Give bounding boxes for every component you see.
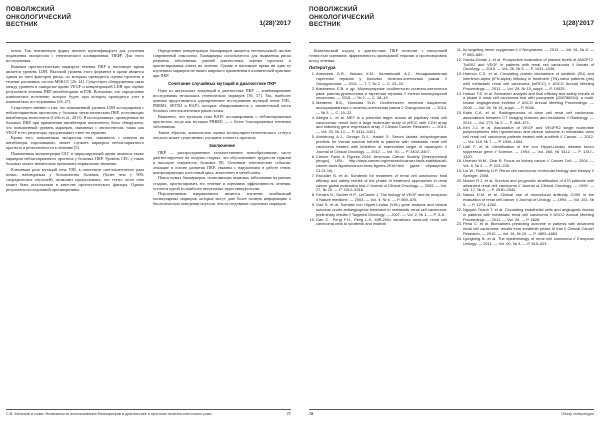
journal-title-line-2: ОНКОЛОГИЧЕСКИЙ: [309, 13, 375, 21]
reference-item: [456, 192, 594, 208]
reference-number: 5.: [311, 134, 315, 140]
journal-title-line-1: ПОВОЛЖСКИЙ: [6, 6, 55, 13]
text-column-left: [6, 48, 144, 410]
reference-text: by targeting heme oxygenase-1 // Neoplasma. — 2013. — Vol. 61, № 6. — P. 680–689.: [463, 48, 594, 57]
reference-number: 1.: [311, 71, 315, 77]
paragraph: почек. Так, неизменную форму антиген идентифицирует для усиления подавления экспрессии с генетического клонирования ТИФР. Для этого исследования.: [6, 48, 144, 64]
page-number: 78: [309, 412, 314, 416]
references-column-left: [309, 48, 447, 410]
journal-title-line-2: ОНКОЛОГИЧЕСКИЙ: [6, 13, 72, 21]
paragraph: Повышенная концентрация CEC в циркулирующей крови является также маркером неблагоприятного прогноза у больных ПКР. Уровень CEC у таких больных может значительно превышать нормальные значения.: [6, 150, 144, 167]
reference-text: Allegra L. et al. MET is a potential target across all papillary renal cell carcinomas: result from a large molecular study of pRCC with CGH array and matching gene expression array // Clinical Cancer Research. — 2014. — Vol. 20, № 13. — P. 3411–3421.: [316, 114, 447, 135]
reference-text: Ferrara N., Gerber H.P., LeCouter J. The biology of VEGF and its receptors // Nature medicine. — 2003. — Vol. 9, № 6. — P. 669–676.: [316, 192, 447, 203]
page-header: [309, 4, 594, 43]
reference-number: 15.: [456, 109, 462, 115]
reference-text: Motzer R.J. et al. Survival and prognostic stratification of 670 patients with advanced renal cell carcinoma // Journal of Clinical Oncology. — 1999. — Vol. 17, № 8. — P. 2530–2540.: [463, 177, 594, 193]
reference-item: [456, 124, 594, 145]
paragraph: ПКР — распространенное злокачественное новообразование, часто диагностируемое на поздних стадиях, что обусловливает трудности терапии и высокую смертность больных [8]. Основные генетические события, лежащие в основе развития ПКР, связаны с нарушением в работе генов, контролирующих клеточный цикл, ангиогенез и метаболизм.: [153, 149, 291, 175]
reference-number: 21.: [456, 192, 462, 198]
reference-item: [456, 221, 594, 237]
paragraph: Выявлено, что мутации гена BAP1 ассоциированы с неблагоприятным прогнозом, тогда как мутации PBRM1 — с более благоприятным течением заболевания.: [153, 114, 291, 130]
paragraph: Существует мнение о том, что повышенный уровень LDH ассоциирован с неблагоприятным прогнозом у больных метастатическим ПКР, получающих ингибиторы ангиогенеза (Cella et al., 2011). В исследованиях, проведенных на больных ПКР, при применении ингибиторов ангиогенеза, было обнаружено, что повышенный уровень маркеров, связанных с ангиогенезом, таких как VEGF и его рецепторы, предсказывает ответ на терапию.: [6, 104, 144, 135]
reference-item: [456, 143, 594, 160]
reference-text: Gad S. et al. Somatic von Hippel-Lindau (VHL) gene analysis and clinical outcome under antiangiogenic treatment in metastatic renal cell carcinoma: preliminary results // Targeted Oncology. — 2007. — Vol. 2, № 1. — P. 3–6.: [316, 201, 447, 217]
paragraph: Комплексный подход к диагностике ПКР позволит с наилучшей точностью оценивать эффективность проводимой терапии и прогнозировать исход лечения.: [309, 48, 447, 64]
issue-number: 1(28)'2017: [562, 20, 594, 27]
reference-item: [309, 216, 447, 228]
reference-item: [311, 71, 447, 87]
reference-number: 19.: [456, 168, 462, 174]
reference-item: [311, 153, 447, 174]
reference-item: [311, 201, 447, 218]
reference-item: [311, 172, 447, 193]
paragraph: Перспективным направлением является изучение комбинаций молекулярных маркеров, которые могут дать более полную информацию о биологическом поведении опухоли, чем исследование отдельных маркеров.: [153, 191, 291, 207]
reference-text: Linehan W.M., Zbar B. Focus on kidney cancer // Cancer Cell. — 2004. — Vol. 6, № 3. — P. 223–228.: [463, 158, 594, 169]
reference-text: Karlo C.A. et al. Radiogenomics of clear cell renal cell carcinoma: associations between CT imaging features and mutations // Radiology. — 2014. — Vol. 270, № 2. — P. 464–471.: [463, 109, 594, 125]
section-heading: Сочетание случайных мутаций в диагностике ПКР: [168, 81, 276, 87]
references-column-right: [456, 48, 594, 410]
left-page: [0, 0, 297, 424]
issue-number: 1(28)'2017: [259, 20, 291, 27]
references-heading: Литература: [309, 65, 336, 71]
page-footer: [6, 409, 291, 418]
reference-list: [456, 48, 594, 247]
reference-number: 23.: [456, 221, 462, 227]
paragraph: Важным прогностическим маркером течения ПКР в настоящее время является уровень LDH. Высокий уровень этого фермента в крови является одним из пяти факторов риска, по которым проводится оценка прогноза в течение различных систем MSKCC [26, 24]. Существует обнаруженная связь между уровнем в сыворотке крови VEGF и концентрацией LDH при оценке результатов лечения ПКР ингибиторами mTOR. Возможно, что определение клиническое истечение, которое будет, при котором проводится учет в клинических исследованиях [26, 27].: [6, 63, 144, 104]
paragraph: Одна из актуальных тенденций в диагностике ПКР — комбинирование исследования нескольких генетических маркеров [36, 37]. Так, наиболее ценным представляется одновременное исследование мутаций генов VHL, PBRM1, SETD2 и BAP1, которые обнаруживаются у значительной части больных светлоклеточным раком почки.: [153, 88, 291, 114]
reference-item: [311, 134, 447, 154]
paragraph: Ключевым роль мутаций гена VHL в патогенезе светлоклеточного рака почки, наблюдаемая у большинства больных (более чем у 90% спорадических опухолей), позволяет предположить, что статус этого гена может быть использован в качестве прогностического фактора. Однако результаты исследований противоречивы.: [6, 166, 144, 192]
reference-text: Kim J.J. et al. Association of VEGF and VEGFR2 single nucleotide polymorphisms with hypertension and clinical outcome in metastatic clear cell renal cell carcinoma patients treated with sunitinib // Cancer. — 2012. — Vol. 118, № 7. — P. 1946–1954.: [463, 124, 594, 145]
reference-text: Garcia-Donas J. et al. Prospective evaluation of plasma levels of ANGPT2, TuMV2 and VEGF in patients with renal cell carcinoma // Annals of Oncology. — 2015. — Vol. 26, № 5. — P. 1031–1036.: [463, 56, 594, 72]
footer-note: С.В. Мальков и соавт. Возможности использования биомаркеров в диагностике и прогнозе почечно-клеточного рака: [6, 412, 212, 416]
reference-number: 8.: [311, 192, 315, 198]
reference-number: 20.: [456, 177, 462, 183]
reference-number: 10.: [309, 216, 315, 222]
conclusion-heading: Заключение: [208, 142, 236, 148]
journal-title-line-3: ВЕСТНИК: [309, 21, 341, 29]
paragraph: Кроме того, повышенная экспрессия гена, связанного с ответом на ингибиторы тирозинкиназ, может служить маркером неблагоприятного прогноза и резистентности к лечению [5].: [6, 135, 144, 151]
paragraph: Определение концентрации биомаркеров является неотъемлемой частью современной онкологии. Биомаркеры используются для выявления риска развития заболевания, ранней диагностики, оценки прогноза и прогнозирования ответа на лечение. Однако в настоящее время ни один из изученных маркеров не нашел широкого применения в клинической практике при ПКР.: [153, 48, 291, 79]
page-header: [6, 4, 291, 43]
reference-text: Latif F. et al. Identification of the von Hippel-Lindau disease tumor suppressor gene // Science. — 1993. — Vol. 260, № 5112. — P. 1317–1320.: [463, 143, 594, 159]
reference-text: Pena C. et al. Biomarkers predicting outcome in patients with advanced renal cell carcinoma: results from sorafenib phase III trial // Clinical Cancer Research. — 2010. — Vol. 16, № 19. — P. 4853–4863.: [463, 221, 594, 237]
reference-text: Hutson T.E. et al. Biomarker analysis and final efficacy and safety results of a phase II renal cell carcinoma trial with pazopanib (GW786034), a multi-kinase angiogenesis inhibitor // ASCO Annual Meeting Proceedings. — 2008. — Vol. 26, № 15_suppl. — P. 5046.: [463, 90, 594, 111]
reference-text: Ljungberg B. et al. The epidemiology of renal cell carcinoma // European Urology. — 2011. — Vol. 60, № 4. — P. 615–621.: [463, 235, 594, 246]
reference-list: [309, 72, 447, 227]
reference-number: 2.: [311, 85, 315, 91]
journal-title-line-1: ПОВОЛЖСКИЙ: [309, 6, 358, 13]
reference-item: [456, 90, 594, 111]
reference-number: 7.: [311, 172, 315, 178]
reference-text: Cancer Facts & Figures 2016. American Cancer Society [Электронный ресурс]. URL: http://www.cancer.org/research/cancer-facts-statistics/all-cancer-facts-figures/cancer-facts-figures-2016.html (дата обращения: 21.01.16).: [316, 153, 447, 174]
reference-text: Armstrong A.J., George D.J., Halabi S. Serum lactate dehydrogenase predicts for overall survival benefit in patients with metastatic renal cell carcinoma treated with inhibition of mammalian target of rapamycin // Journal of Clinical Oncology. — 2012. — Vol. 30. — P. 3402–3407.: [316, 134, 447, 154]
reference-item: [456, 71, 594, 91]
reference-text: Liu W., Rafferty D.P. Renal cell carcinoma: molecular biology and therapy // Springer, 2008.: [463, 168, 594, 178]
paragraph: Поиск новых биомаркеров, позволяющих выявлять заболевание на ранних стадиях, прогнозировать его течение и оценивать эффективность лечения, остается одной из наиболее актуальных задач онкоурологии.: [153, 175, 291, 191]
page-number: 77: [286, 412, 291, 416]
text-column-right: [153, 48, 291, 410]
reference-text: Gao C., Peng F.H., Peng L.K. MiR-200c sensitizes clear-cell renal cell carcinoma cells to sorafenib and imatinib: [316, 216, 447, 227]
journal-title: [309, 6, 374, 29]
reference-number: 14.: [456, 90, 462, 96]
reference-item: [456, 56, 594, 73]
reference-item: [456, 206, 594, 223]
journal-title-line-3: ВЕСТНИК: [6, 21, 38, 29]
reference-number: 22.: [456, 206, 462, 212]
reference-number: 4.: [311, 114, 315, 120]
reference-text: Escudier B. et al. Sorafenib for treatment of renal cell carcinoma: final efficacy and safety results of the phase III treatment approaches in renal cancer global evaluation trial // Journal of Clinical Oncology. — 2009. — Vol. 27, № 20. — P. 3312–3318.: [316, 172, 447, 193]
reference-number: 9.: [311, 201, 315, 207]
reference-number: 13.: [456, 71, 462, 77]
reference-item: [456, 177, 594, 194]
reference-text: Алексеев Б.Я., Нюшко К.М., Калпинский А.С. Неоадъювантная таргетная терапия у больных почечно-клеточным раком // Онкоурология. — 2011. — Т. 7, № 2. — С. 23–33.: [316, 71, 447, 86]
reference-number: 16.: [456, 124, 462, 130]
reference-number: 24.: [456, 235, 462, 241]
reference-number: 12.: [456, 56, 462, 62]
reference-number: 18.: [456, 158, 462, 164]
reference-text: Harmon C.S. et al. Circulating protein biomarkers of sunitinib (SU) and interferon-alpha (IFN-alpha) efficacy in treatment (TN)-naive patients (pts) with metastatic renal cell carcinoma (mRCC) // ASCO Annual Meeting Proceedings. — 2011. — Vol. 29, № 15_suppl. — P. 10525.: [463, 71, 594, 91]
reference-item: [311, 100, 447, 116]
reference-item: [456, 109, 594, 126]
paragraph: Таким образом, комплексная оценка молекулярно-генетического статуса опухоли может существенно улучшить точность прогноза.: [153, 129, 291, 140]
footer-note: Обзор литературы: [561, 412, 594, 416]
right-page: [303, 0, 600, 424]
reference-number: 11.: [456, 48, 462, 52]
reference-text: Коваленко Е.В. и др. Молекулярные особенности почечно-клеточного рака: ранняя диагностика и таргетная терапия // Успехи молекулярной онкологии. — 2015. — № 2. — С. 38–45.: [316, 85, 447, 101]
reference-text: Матвеев В.Б., Волкова М.И. Особенности лечения пациентов, ассоциированных с почечно-клеточным раком // Онкоурология. — 2014. — № 3. — С. 15–22.: [316, 100, 447, 115]
reference-item: [311, 114, 447, 135]
reference-text: Nanus D.M. et al. Clinical use of monoclonal antibody G250 in the evaluation of renal cell cancer // Journal of Urology. — 1994. — Vol. 151, № 5. — P. 1274–1282.: [463, 192, 594, 207]
reference-item: [311, 85, 447, 102]
reference-number: 6.: [311, 153, 315, 159]
reference-item: [456, 235, 594, 247]
reference-number: 17.: [456, 143, 462, 149]
reference-text: Nguyen-Thanh T. et al. Circulating endothelial cells and angiogenic factors in patients with metastatic renal cell carcinoma // ASCO Annual Meeting Proceedings. — 2011. — Vol. 29. — P. 4628.: [463, 206, 594, 222]
reference-number: 3.: [311, 100, 315, 106]
journal-title: [6, 6, 71, 29]
page-footer: [309, 409, 594, 418]
